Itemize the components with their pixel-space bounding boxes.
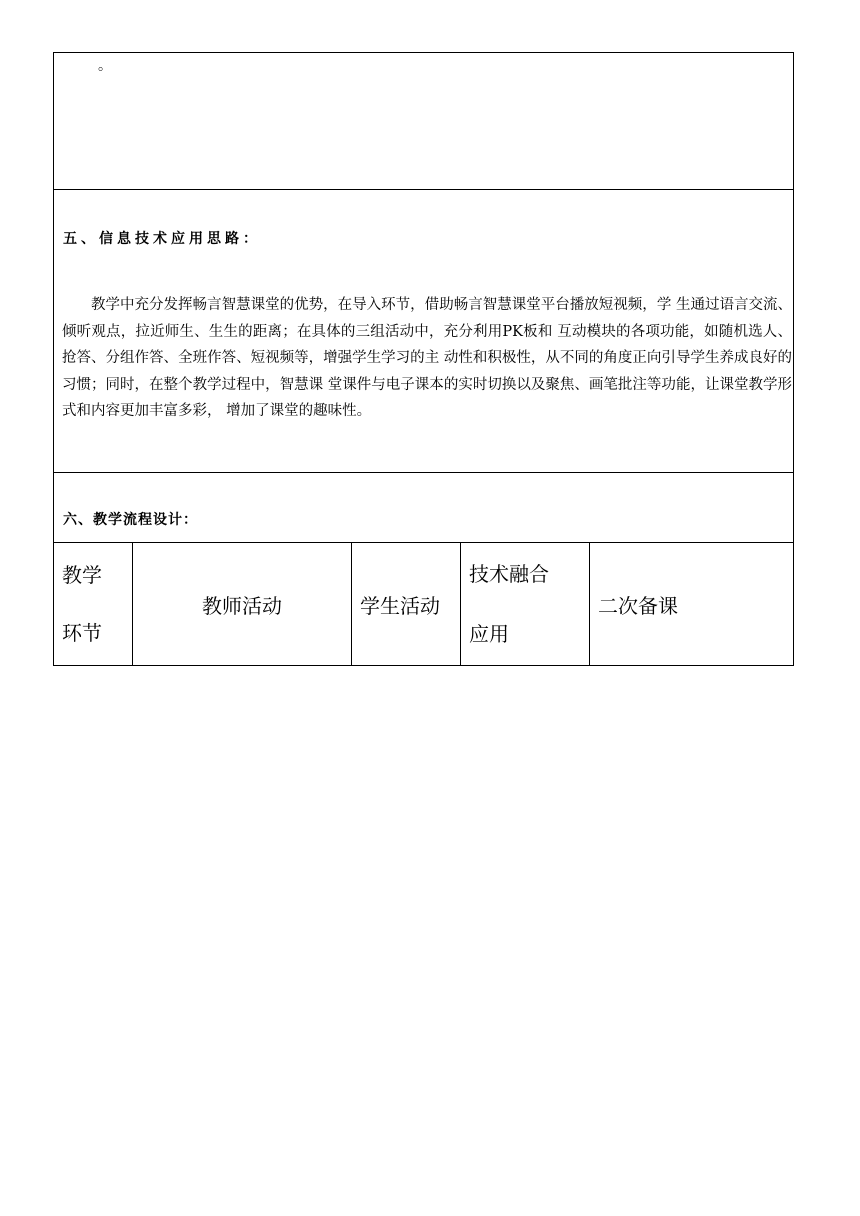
section-six-box <box>53 472 794 543</box>
header-text-line: 环节 <box>62 621 102 645</box>
previous-section-box <box>53 52 794 190</box>
header-cell-teaching-stage <box>54 543 133 666</box>
section-five-box <box>53 189 794 473</box>
header-text-line: 技术融合 <box>469 562 549 586</box>
teaching-flow-table <box>53 542 794 666</box>
section-five-paragraph: 教学中充分发挥畅言智慧课堂的优势，在导入环节，借助畅言智慧课堂平台播放短视频，学 生通过语言交流、倾听观点，拉近师生、生生的距离；在具体的三组活动中，充分利用PK板和 互动模块的各项功能，如随机选人、抢答、分组作答、全班作答、短视频等，增强学生学习的主 动性和积极性，从不同的角度正向引导学生养成良好的习惯；同时，在整个教学过程中，智慧课 堂课件与电子课本的实时切换以及聚焦、画笔批注等功能，让课堂教学形式和内容更加丰富多彩， 增加了课堂的趣味性。 <box>62 297 792 419</box>
header-cell-secondary-prep: 二次备课 <box>590 543 794 666</box>
header-cell-teacher-activity: 教师活动 <box>133 543 352 666</box>
header-text-line: 教学 <box>62 563 102 587</box>
header-cell-student-activity: 学生活动 <box>352 543 461 666</box>
section-five-heading: 五、信息技术应用思路： <box>63 231 261 247</box>
table-header-row <box>54 543 794 666</box>
header-cell-tech-integration <box>461 543 590 666</box>
header-text-line: 应用 <box>469 622 509 646</box>
section-six-heading: 六、教学流程设计： <box>63 512 198 528</box>
trailing-punctuation: 。 <box>98 58 112 74</box>
